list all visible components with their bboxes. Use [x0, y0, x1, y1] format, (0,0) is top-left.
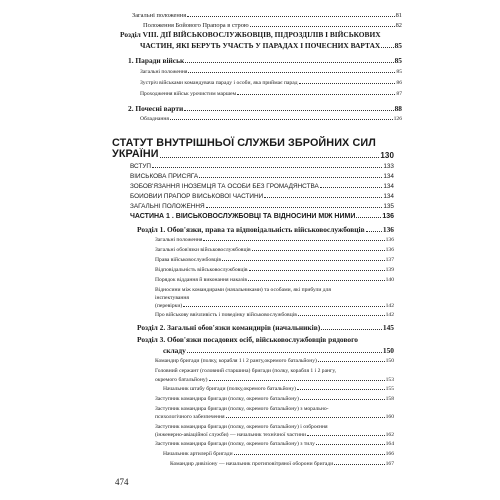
entry-text: ЗОБОВ'ЯЗАННЯ ІНОЗЕМЦЯ ТА ОСОБИ БЕЗ ГРОМАДЯНСТВА — [130, 183, 319, 190]
entry-text: 1. Паради військ — [128, 56, 185, 65]
toc-entry — [130, 173, 394, 180]
toc-entry — [137, 323, 394, 332]
entry-text: ВІЙСЬКОВА ПРИСЯГА — [130, 173, 199, 180]
entry-page: 136 — [385, 247, 394, 253]
entry-page: 160 — [385, 414, 394, 420]
toc-entry — [155, 377, 394, 383]
entry-text: Заступник командира бригади (полку, окремого батальйону) з тилу — [155, 441, 315, 447]
entry-text: Командир бригади (полку, корабля 1 і 2 рангу,окремого батальйону) — [155, 358, 317, 364]
entry-text: психологічного забезпечення — [155, 414, 225, 420]
entry-page: 164 — [385, 441, 394, 447]
entry-text: Заступник командира бригади (полку, окремого батальйону) — [155, 396, 299, 402]
entry-page: 136 — [382, 225, 394, 234]
entry-text: (інженерно-авіаційної служби) — начальник технічної частини — [155, 432, 306, 438]
entry-page: 134 — [383, 183, 394, 190]
entry-page: 167 — [385, 461, 394, 467]
entry-text: Загальні положення — [132, 12, 187, 19]
entry-text: (перевірки) — [155, 303, 183, 309]
entry-text: Обладнання — [140, 116, 169, 122]
toc-entry — [140, 80, 402, 86]
entry-text: Порядок віддання й виконання наказів — [155, 277, 247, 283]
entry-text: Заступник командира бригади (полку, окремого батальйону) з морально- — [155, 406, 329, 412]
entry-text: окремого батальйону) — [155, 377, 208, 383]
toc-entry — [155, 432, 394, 438]
toc-entry — [163, 346, 394, 355]
toc-entry — [170, 461, 394, 467]
entry-text: інспектування — [155, 295, 189, 301]
toc-entry — [163, 451, 394, 457]
entry-page: 86 — [396, 80, 402, 86]
toc-entry — [140, 69, 402, 75]
entry-text: Відносини між командирами (начальниками) та особами, які прибули для — [155, 287, 332, 293]
toc-entry — [130, 193, 394, 200]
entry-text: Відповідальність військовослужбовців — [155, 267, 248, 273]
toc-entry — [155, 312, 394, 318]
entry-page: 134 — [383, 173, 394, 180]
entry-text: ЗАГАЛЬНІ ПОЛОЖЕННЯ — [130, 203, 205, 210]
toc-entry — [112, 148, 394, 160]
entry-text: Командир дивізіону — начальник протиповітряної оборони бригади — [170, 461, 334, 467]
entry-text: Головний сержант (головний старшина) бригади (полку, корабля 1 і 2 рангу, — [155, 368, 336, 374]
entry-text: Начальник артилерії бригади — [163, 451, 233, 457]
entry-page: 126 — [393, 116, 402, 122]
entry-text: УКРАЇНИ — [112, 148, 159, 160]
entry-text: Загальні положення — [155, 237, 203, 243]
entry-text: ЧАСТИНА 1 . ВІЙСЬКОВОСЛУЖБОВЦІ ТА ВІДНОСИНИ МІЖ НИМИ — [130, 213, 356, 220]
entry-page: 85 — [396, 69, 402, 75]
section-heading: Розділ VIII. ДІЇ ВІЙСЬКОВОСЛУЖБОВЦІВ, ПІДРОЗДІЛІВ І ВІЙСЬКОВИХ — [120, 30, 381, 39]
entry-text: Положення Бойового Прапора в строю — [143, 22, 249, 29]
toc-entry — [155, 237, 394, 243]
entry-page: 87 — [396, 91, 402, 97]
entry-page: 162 — [385, 432, 394, 438]
toc-entry — [132, 12, 402, 19]
toc-entry — [155, 267, 394, 273]
entry-text: Начальник штабу бригади (полку,окремого батальйону) — [163, 386, 297, 392]
entry-page: 85 — [394, 56, 402, 65]
toc-entry — [155, 303, 394, 309]
entry-page: 133 — [383, 163, 394, 170]
entry-page: 145 — [382, 323, 394, 332]
entry-text: БОЙОВИЙ ПРАПОР ВІЙСЬКОВОЇ ЧАСТИНИ — [130, 193, 264, 200]
entry-page: 81 — [395, 12, 402, 19]
entry-text: Розділ 3. Обов'язки посадових осіб, військовослужбовців рядового — [137, 335, 358, 344]
entry-page: 139 — [385, 267, 394, 273]
entry-page: 130 — [380, 151, 394, 160]
toc-entry — [128, 104, 402, 113]
entry-page: 158 — [385, 396, 394, 402]
toc-entry — [155, 277, 394, 283]
toc-entry — [155, 247, 394, 253]
entry-text: ЧАСТИН, ЯКІ БЕРУТЬ УЧАСТЬ У ПАРАДАХ І ПОЧЕСНИХ ВАРТАХ — [140, 41, 381, 50]
entry-text: Зустріч військами командувача параду і особи, яка приймає парад — [140, 80, 298, 86]
entry-page: 150 — [382, 346, 394, 355]
entry-page: 166 — [385, 451, 394, 457]
entry-text: ВСТУП — [130, 163, 152, 170]
entry-page: 134 — [383, 193, 394, 200]
toc-entry — [155, 441, 394, 447]
entry-page: 82 — [395, 22, 402, 29]
toc-entry — [130, 213, 394, 220]
entry-page: 137 — [385, 257, 394, 263]
toc-entry — [140, 91, 402, 97]
entry-page: 142 — [385, 312, 394, 318]
toc-entry — [130, 203, 394, 210]
toc-entry — [155, 396, 394, 402]
toc-entry — [155, 414, 394, 420]
entry-page: 150 — [385, 358, 394, 364]
toc-entry — [155, 257, 394, 263]
entry-page: 136 — [385, 237, 394, 243]
toc-entry — [140, 41, 402, 50]
document-title: СТАТУТ ВНУТРІШНЬОЇ СЛУЖБИ ЗБРОЙНИХ СИЛ — [112, 137, 376, 149]
entry-text: Права військовослужбовців — [155, 257, 222, 263]
entry-text: Про військову ввічливість і поведінку військовослужбовців — [155, 312, 297, 318]
entry-page: 140 — [385, 277, 394, 283]
entry-page: 153 — [385, 377, 394, 383]
entry-text: Заступник командира бригади (полку, окремого батальйону) і озброєння — [155, 424, 328, 430]
entry-text: 2. Почесні варти — [128, 104, 184, 113]
entry-page: 142 — [385, 303, 394, 309]
entry-text: Проходження військ урочистим маршем — [140, 91, 237, 97]
toc-entry — [163, 386, 394, 392]
toc-entry — [140, 116, 402, 122]
toc-entry — [130, 183, 394, 190]
toc-entry — [143, 22, 402, 29]
entry-page: 155 — [385, 386, 394, 392]
entry-page: 136 — [382, 213, 394, 220]
entry-page: 135 — [383, 203, 394, 210]
entry-page: 85 — [394, 41, 402, 50]
entry-text: Загальні положення — [140, 69, 188, 75]
entry-text: складу — [163, 346, 186, 355]
toc-entry — [137, 225, 394, 234]
toc-entry — [155, 358, 394, 364]
entry-text: Розділ 2. Загальні обов'язки командирів (начальників) — [137, 323, 321, 332]
toc-entry — [130, 163, 394, 170]
entry-text: Загальні обов'язки військовослужбовців — [155, 247, 251, 253]
page-number: 474 — [115, 477, 129, 487]
toc-entry — [128, 56, 402, 65]
entry-page: 88 — [394, 104, 402, 113]
entry-text: Розділ 1. Обов'язки, права та відповідальність військовослужбовців — [137, 225, 365, 234]
